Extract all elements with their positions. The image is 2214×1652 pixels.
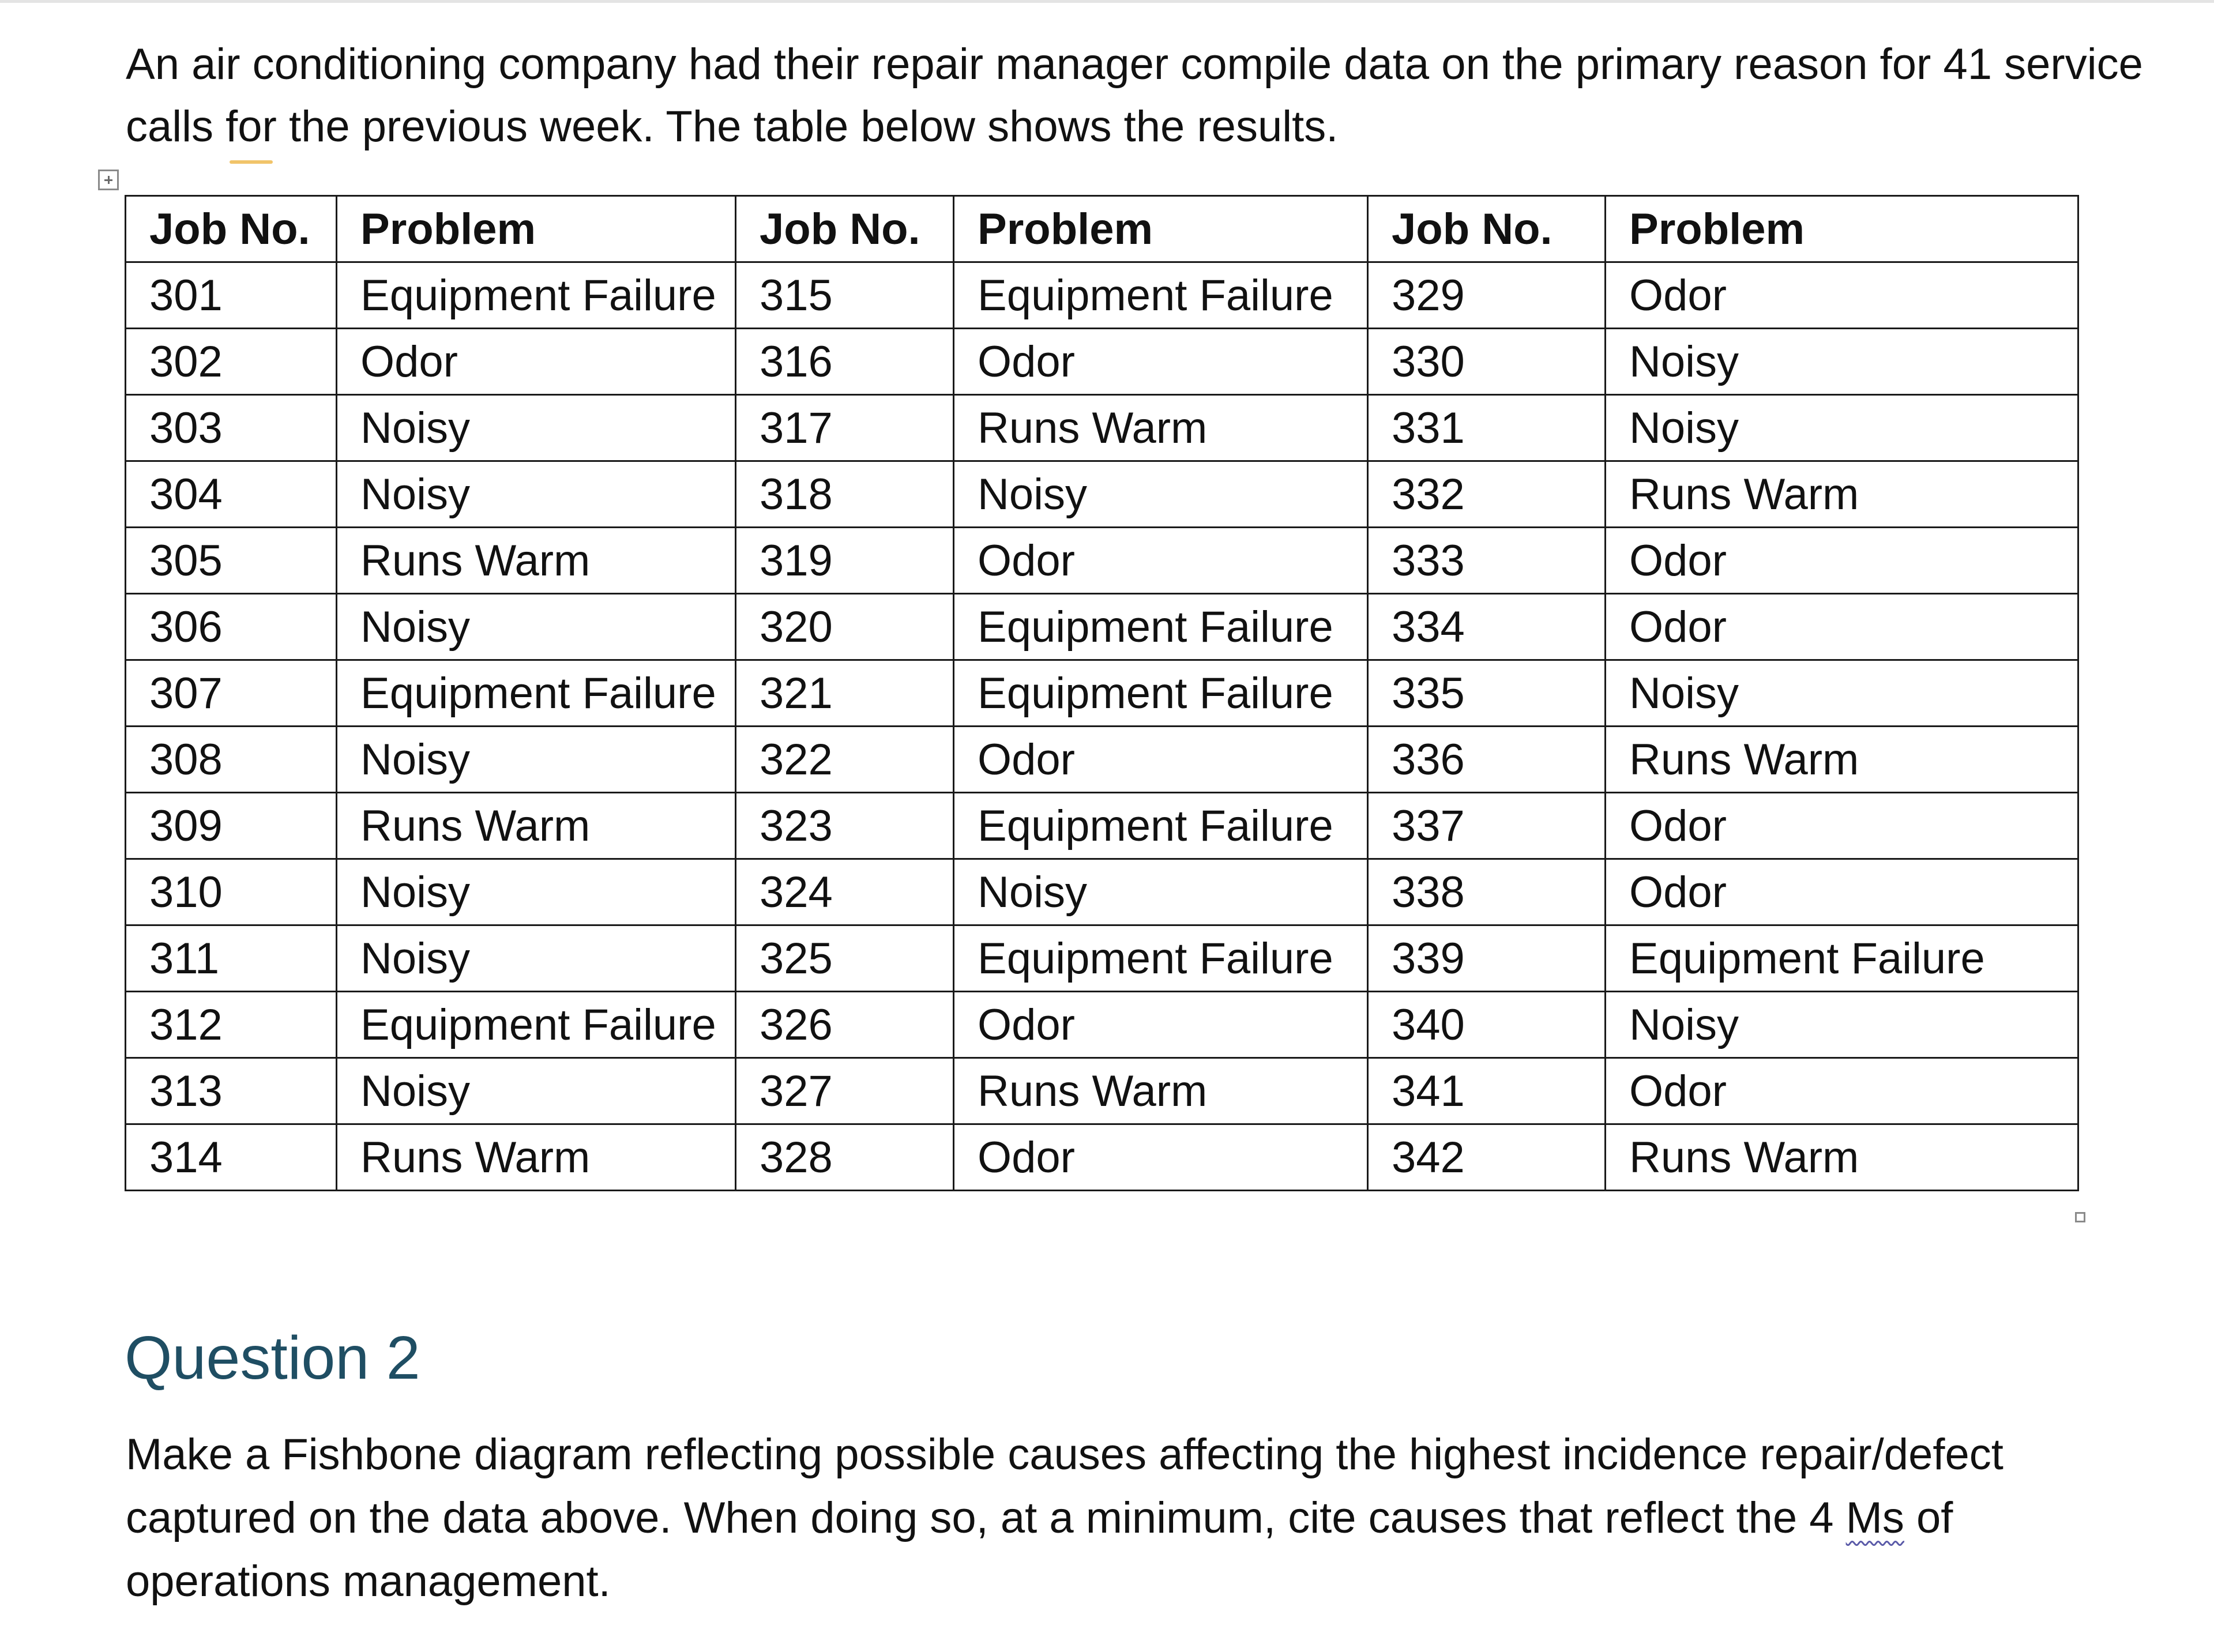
problem-cell: Noisy [337,395,736,461]
grammar-flagged-word[interactable]: for [225,96,277,158]
question-heading: Question 2 [125,1324,420,1392]
problem-cell: Odor [1606,1058,2078,1124]
problem-cell: Noisy [1606,395,2078,461]
problem-cell: Odor [1606,528,2078,594]
table-row [126,461,2078,528]
job-number-cell: 310 [126,859,337,925]
spelling-flagged-word[interactable]: Ms [1845,1493,1904,1542]
job-number-cell: 306 [126,594,337,660]
job-number-cell: 333 [1368,528,1606,594]
job-number-cell: 336 [1368,727,1606,793]
problem-cell: Noisy [337,727,736,793]
job-number-cell: 317 [736,395,954,461]
job-number-cell: 305 [126,528,337,594]
header-problem: Problem [337,196,736,262]
job-number-cell: 325 [736,925,954,992]
problem-cell: Runs Warm [1606,727,2078,793]
problem-cell: Noisy [337,859,736,925]
intro-text-end: the previous week. The table below shows the results. [276,102,1339,151]
header-problem: Problem [1606,196,2078,262]
job-number-cell: 327 [736,1058,954,1124]
table-row [126,992,2078,1058]
question-paragraph [126,1423,2156,1613]
header-job-no: Job No. [1368,196,1606,262]
table-row [126,528,2078,594]
table-resize-handle-icon[interactable] [2075,1212,2085,1222]
problem-cell: Noisy [954,859,1368,925]
problem-cell: Noisy [1606,329,2078,395]
job-number-cell: 321 [736,660,954,727]
job-number-cell: 341 [1368,1058,1606,1124]
problem-cell: Noisy [337,925,736,992]
job-number-cell: 324 [736,859,954,925]
job-number-cell: 338 [1368,859,1606,925]
problem-cell: Runs Warm [954,395,1368,461]
table-body [126,262,2078,1191]
table-row [126,594,2078,660]
table-row [126,859,2078,925]
job-number-cell: 342 [1368,1124,1606,1191]
job-number-cell: 337 [1368,793,1606,859]
problem-cell: Runs Warm [954,1058,1368,1124]
problem-cell: Noisy [337,461,736,528]
job-number-cell: 316 [736,329,954,395]
job-number-cell: 328 [736,1124,954,1191]
problem-cell: Noisy [337,1058,736,1124]
header-job-no: Job No. [736,196,954,262]
problem-cell: Noisy [1606,660,2078,727]
problem-cell: Equipment Failure [337,660,736,727]
job-number-cell: 313 [126,1058,337,1124]
problem-cell: Odor [954,329,1368,395]
job-number-cell: 315 [736,262,954,329]
job-number-cell: 311 [126,925,337,992]
service-calls-table [125,195,2079,1191]
job-number-cell: 314 [126,1124,337,1191]
question-text-end: of operations management. [126,1493,1953,1606]
problem-cell: Noisy [954,461,1368,528]
job-number-cell: 320 [736,594,954,660]
job-number-cell: 302 [126,329,337,395]
table-row [126,395,2078,461]
problem-cell: Equipment Failure [1606,925,2078,992]
job-number-cell: 304 [126,461,337,528]
header-job-no: Job No. [126,196,337,262]
table-row [126,660,2078,727]
table-move-handle-icon[interactable] [98,170,119,190]
problem-cell: Equipment Failure [954,925,1368,992]
job-number-cell: 340 [1368,992,1606,1058]
job-number-cell: 307 [126,660,337,727]
problem-cell: Odor [954,727,1368,793]
job-number-cell: 301 [126,262,337,329]
problem-cell: Noisy [337,594,736,660]
job-number-cell: 329 [1368,262,1606,329]
problem-cell: Odor [1606,594,2078,660]
problem-cell: Runs Warm [1606,1124,2078,1191]
job-number-cell: 308 [126,727,337,793]
job-number-cell: 331 [1368,395,1606,461]
problem-cell: Equipment Failure [337,262,736,329]
table-header-row [126,196,2078,262]
problem-cell: Odor [954,528,1368,594]
table-row [126,793,2078,859]
problem-cell: Noisy [1606,992,2078,1058]
job-number-cell: 339 [1368,925,1606,992]
problem-cell: Odor [1606,262,2078,329]
table-row [126,1124,2078,1191]
problem-cell: Equipment Failure [954,660,1368,727]
problem-cell: Odor [1606,859,2078,925]
job-number-cell: 332 [1368,461,1606,528]
page-top-edge [0,0,2214,3]
problem-cell: Odor [954,1124,1368,1191]
problem-cell: Runs Warm [337,1124,736,1191]
problem-cell: Equipment Failure [954,262,1368,329]
table-row [126,925,2078,992]
job-number-cell: 309 [126,793,337,859]
table-row [126,727,2078,793]
problem-cell: Equipment Failure [954,594,1368,660]
problem-cell: Equipment Failure [337,992,736,1058]
problem-cell: Odor [954,992,1368,1058]
table-row [126,329,2078,395]
job-number-cell: 323 [736,793,954,859]
problem-cell: Equipment Failure [954,793,1368,859]
job-number-cell: 318 [736,461,954,528]
problem-cell: Runs Warm [337,793,736,859]
problem-cell: Odor [337,329,736,395]
question-text-start: Make a Fishbone diagram reflecting possible causes affecting the highest incidence repair/defect captured on the data above. When doing so, at a minimum, cite causes that reflect the 4 [126,1430,2003,1542]
job-number-cell: 334 [1368,594,1606,660]
job-number-cell: 322 [736,727,954,793]
job-number-cell: 330 [1368,329,1606,395]
job-number-cell: 326 [736,992,954,1058]
table-row [126,1058,2078,1124]
job-number-cell: 303 [126,395,337,461]
intro-paragraph [126,33,2144,158]
job-number-cell: 335 [1368,660,1606,727]
job-number-cell: 312 [126,992,337,1058]
job-number-cell: 319 [736,528,954,594]
table-row [126,262,2078,329]
header-problem: Problem [954,196,1368,262]
intro-text-start: An air conditioning company had their repair manager compile data on the primary reason for 41 service calls [126,40,2143,151]
problem-cell: Runs Warm [337,528,736,594]
problem-cell: Runs Warm [1606,461,2078,528]
problem-cell: Odor [1606,793,2078,859]
